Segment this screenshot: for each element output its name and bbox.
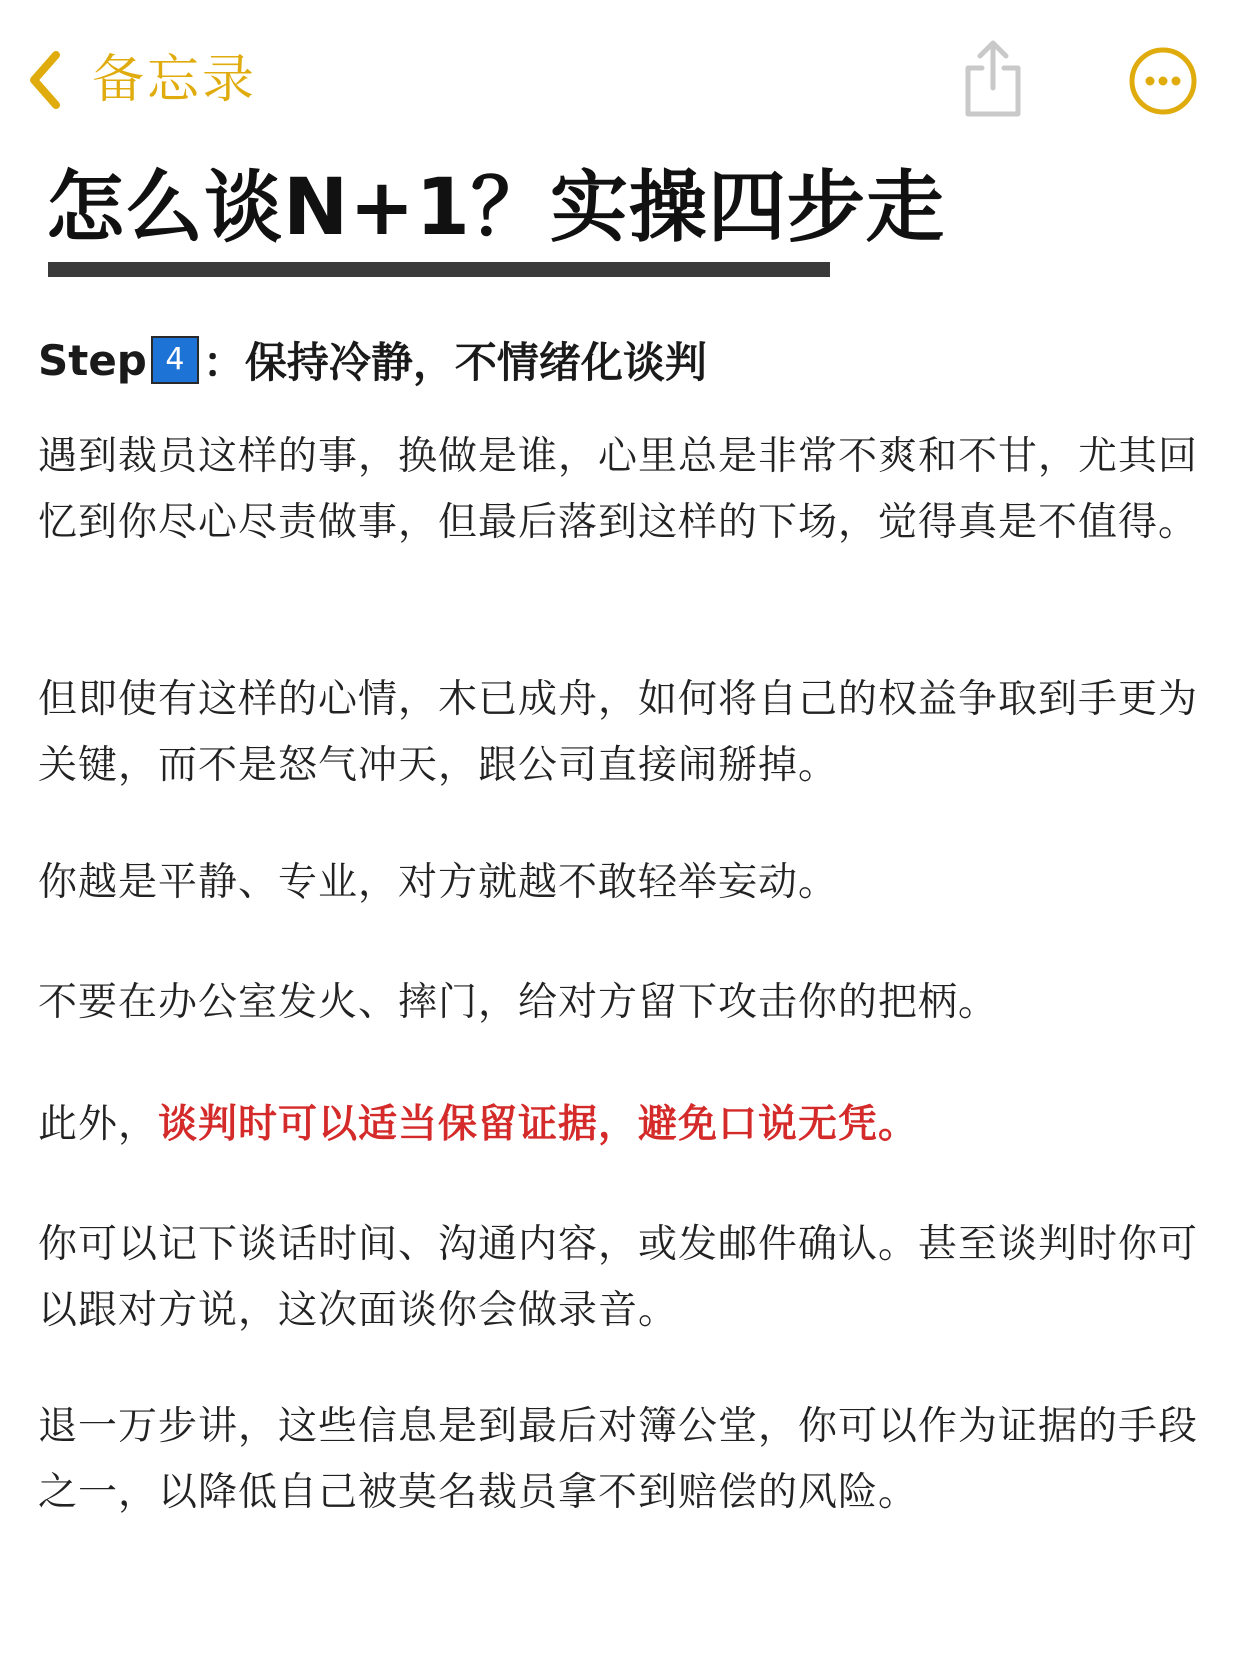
more-icon <box>1128 46 1198 116</box>
highlighted-text: 谈判时可以适当保留证据，避免口说无凭。 <box>158 1102 919 1147</box>
step-number-badge: 4 <box>151 336 199 384</box>
paragraph-5-lead: 此外， <box>38 1102 159 1147</box>
paragraph-7: 退一万步讲，这些信息是到最后对簿公堂，你可以作为证据的手段之一，以降低自己被莫名裁员拿不到赔偿的风险。 <box>38 1404 1199 1515</box>
paragraph-2: 但即使有这样的心情，木已成舟，如何将自己的权益争取到手更为关键，而不是怒气冲天，跟公司直接闹掰掉。 <box>38 677 1199 788</box>
paragraph-6: 你可以记下谈话时间、沟通内容，或发邮件确认。甚至谈判时你可以跟对方说，这次面谈你会做录音。 <box>38 1222 1199 1333</box>
paragraph-5 <box>38 1092 1208 1158</box>
paragraph-3: 你越是平静、专业，对方就越不敢轻举妄动。 <box>38 860 839 905</box>
title-underline <box>48 262 830 277</box>
more-options-button[interactable] <box>1128 46 1198 116</box>
paragraph-1: 遇到裁员这样的事，换做是谁，心里总是非常不爽和不甘，尤其回忆到你尽心尽责做事，但最后落到这样的下场，觉得真是不值得。 <box>38 434 1199 545</box>
share-button[interactable] <box>960 38 1026 120</box>
paragraph-4: 不要在办公室发火、摔门，给对方留下攻击你的把柄。 <box>38 980 999 1025</box>
step-text: ：保持冷静，不情绪化谈判 <box>202 338 707 387</box>
chevron-left-icon <box>28 51 62 109</box>
step-prefix: Step <box>38 335 147 385</box>
top-navigation-bar <box>0 0 1242 150</box>
back-button[interactable] <box>28 44 257 116</box>
note-title-container <box>46 158 945 258</box>
back-label: 备忘录 <box>92 50 258 110</box>
step-heading <box>38 330 707 390</box>
note-title: 怎么谈N+1？实操四步走 <box>46 163 945 253</box>
share-icon <box>960 38 1026 120</box>
